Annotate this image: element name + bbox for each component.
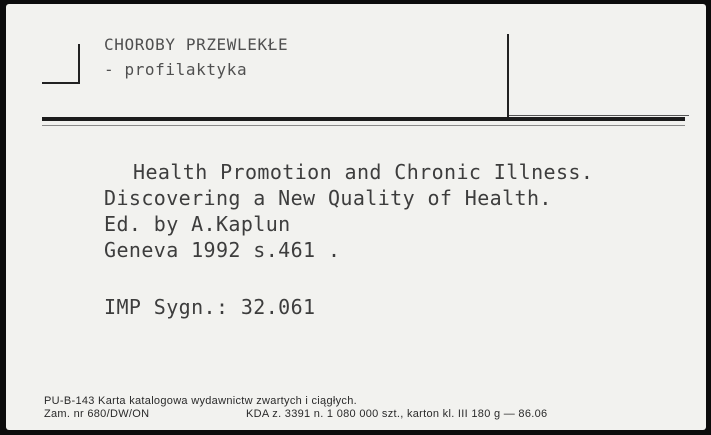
subject-heading: CHOROBY PRZEWLEKŁE (104, 35, 289, 54)
call-number: IMP Sygn.: 32.061 (104, 295, 316, 319)
divider-rule-thin (42, 125, 685, 126)
footer-order-number: Zam. nr 680/DW/ON (44, 408, 150, 420)
title-line-1: Health Promotion and Chronic Illness. (133, 160, 594, 184)
corner-mark-vertical (78, 44, 80, 84)
footer-print-info: KDA z. 3391 n. 1 080 000 szt., karton kl. III 180 g — 86.06 (246, 408, 548, 420)
heading-frame-underline (509, 115, 689, 116)
catalog-card (6, 4, 706, 430)
heading-frame-line (507, 34, 509, 118)
publication-line: Geneva 1992 s.461 . (104, 238, 341, 262)
divider-rule (42, 117, 685, 121)
corner-mark-horizontal (42, 82, 80, 84)
subject-subheading: - profilaktyka (104, 60, 248, 79)
title-line-2: Discovering a New Quality of Health. (104, 186, 552, 210)
footer-form-info: PU-B-143 Karta katalogowa wydawnictw zwartych i ciągłych. (44, 395, 357, 407)
editor-line: Ed. by A.Kaplun (104, 212, 291, 236)
